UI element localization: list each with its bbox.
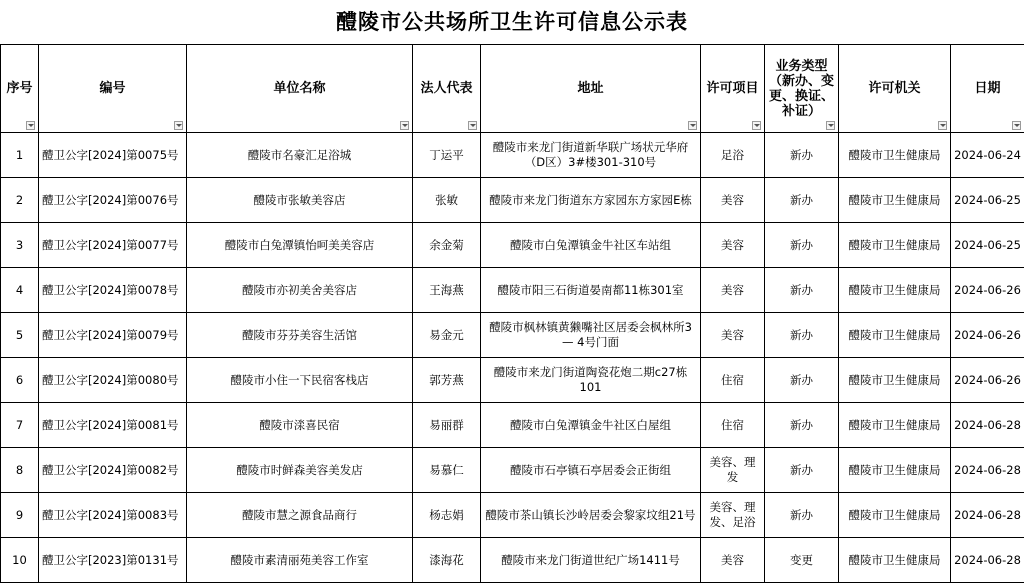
cell-date[interactable]: 2024-06-24 [951,133,1024,178]
cell-seq[interactable]: 2 [1,178,39,223]
cell-org[interactable]: 醴陵市卫生健康局 [839,223,951,268]
header-org [839,45,951,133]
table-row [1,313,1024,358]
cell-item[interactable]: 美容 [701,178,765,223]
cell-type[interactable]: 新办 [765,493,839,538]
cell-name[interactable]: 醴陵市渁喜民宿 [187,403,413,448]
cell-rep[interactable]: 漆海花 [413,538,481,583]
cell-seq[interactable]: 3 [1,223,39,268]
header-label: 地址 [577,81,604,96]
cell-seq[interactable]: 10 [1,538,39,583]
cell-item[interactable]: 足浴 [701,133,765,178]
cell-name[interactable]: 醴陵市芬芬美容生活馆 [187,313,413,358]
cell-type[interactable]: 变更 [765,538,839,583]
cell-rep[interactable]: 王海燕 [413,268,481,313]
header-name [187,45,413,133]
cell-seq[interactable]: 1 [1,133,39,178]
filter-dropdown-icon[interactable] [468,121,477,130]
cell-code[interactable]: 醴卫公字[2024]第0080号 [39,358,187,403]
cell-item[interactable]: 美容 [701,268,765,313]
cell-org[interactable]: 醴陵市卫生健康局 [839,268,951,313]
cell-date[interactable]: 2024-06-28 [951,403,1024,448]
header-item [701,45,765,133]
table-row [1,403,1024,448]
cell-name[interactable]: 醴陵市慧之源食品商行 [187,493,413,538]
table-body [1,133,1024,583]
cell-name[interactable]: 醴陵市名豪汇足浴城 [187,133,413,178]
header-code [39,45,187,133]
cell-item[interactable]: 美容 [701,538,765,583]
cell-type[interactable]: 新办 [765,268,839,313]
cell-rep[interactable]: 郭芳燕 [413,358,481,403]
cell-item[interactable]: 美容 [701,313,765,358]
cell-type[interactable]: 新办 [765,313,839,358]
cell-rep[interactable]: 易丽群 [413,403,481,448]
cell-rep[interactable]: 易慕仁 [413,448,481,493]
cell-date[interactable]: 2024-06-28 [951,538,1024,583]
cell-type[interactable]: 新办 [765,178,839,223]
cell-name[interactable]: 醴陵市张敏美容店 [187,178,413,223]
header-label: 许可机关 [868,81,921,96]
filter-dropdown-icon[interactable] [1012,121,1021,130]
cell-org[interactable]: 醴陵市卫生健康局 [839,448,951,493]
cell-seq[interactable]: 6 [1,358,39,403]
cell-org[interactable]: 醴陵市卫生健康局 [839,358,951,403]
cell-name[interactable]: 醴陵市时鲜森美容美发店 [187,448,413,493]
cell-type[interactable]: 新办 [765,358,839,403]
cell-code[interactable]: 醴卫公字[2024]第0083号 [39,493,187,538]
header-label: 单位名称 [273,81,326,96]
cell-date[interactable]: 2024-06-25 [951,178,1024,223]
cell-code[interactable]: 醴卫公字[2024]第0077号 [39,223,187,268]
filter-dropdown-icon[interactable] [26,121,35,130]
table-row [1,268,1024,313]
cell-code[interactable]: 醴卫公字[2024]第0075号 [39,133,187,178]
table-row [1,493,1024,538]
cell-date[interactable]: 2024-06-26 [951,358,1024,403]
cell-rep[interactable]: 张敏 [413,178,481,223]
cell-date[interactable]: 2024-06-28 [951,493,1024,538]
table-row [1,538,1024,583]
cell-date[interactable]: 2024-06-25 [951,223,1024,268]
cell-code[interactable]: 醴卫公字[2024]第0079号 [39,313,187,358]
filter-dropdown-icon[interactable] [938,121,947,130]
cell-type[interactable]: 新办 [765,448,839,493]
cell-rep[interactable]: 余金菊 [413,223,481,268]
cell-org[interactable]: 醴陵市卫生健康局 [839,133,951,178]
filter-dropdown-icon[interactable] [400,121,409,130]
cell-org[interactable]: 醴陵市卫生健康局 [839,313,951,358]
cell-date[interactable]: 2024-06-28 [951,448,1024,493]
cell-org[interactable]: 醴陵市卫生健康局 [839,493,951,538]
table-row [1,358,1024,403]
cell-org[interactable]: 醴陵市卫生健康局 [839,403,951,448]
cell-type[interactable]: 新办 [765,133,839,178]
cell-item[interactable]: 美容 [701,223,765,268]
cell-rep[interactable]: 丁运平 [413,133,481,178]
cell-org[interactable]: 醴陵市卫生健康局 [839,538,951,583]
cell-code[interactable]: 醴卫公字[2024]第0082号 [39,448,187,493]
cell-type[interactable]: 新办 [765,223,839,268]
header-label: 编号 [99,81,126,96]
cell-code[interactable]: 醴卫公字[2024]第0076号 [39,178,187,223]
cell-date[interactable]: 2024-06-26 [951,313,1024,358]
cell-addr[interactable]: 醴陵市枫林镇黄獭嘴社区居委会枫林所3 — 4号门面 [481,313,701,358]
header-label: 业务类型（新办、变更、换证、补证） [768,58,834,119]
header-label: 日期 [974,81,1001,96]
table-row [1,223,1024,268]
cell-seq[interactable]: 5 [1,313,39,358]
cell-addr[interactable]: 醴陵市茶山镇长沙岭居委会黎家坟组21号 [481,493,701,538]
cell-type[interactable]: 新办 [765,403,839,448]
cell-code[interactable]: 醴卫公字[2024]第0078号 [39,268,187,313]
header-row [1,45,1024,133]
header-rep [413,45,481,133]
cell-rep[interactable]: 杨志娟 [413,493,481,538]
cell-item[interactable]: 住宿 [701,358,765,403]
cell-seq[interactable]: 7 [1,403,39,448]
header-label: 序号 [6,81,33,96]
cell-seq[interactable]: 9 [1,493,39,538]
cell-addr[interactable]: 醴陵市白兔潭镇金牛社区车站组 [481,223,701,268]
header-type [765,45,839,133]
cell-rep[interactable]: 易金元 [413,313,481,358]
cell-name[interactable]: 醴陵市素清丽苑美容工作室 [187,538,413,583]
filter-dropdown-icon[interactable] [688,121,697,130]
cell-name[interactable]: 醴陵市小住一下民宿客栈店 [187,358,413,403]
cell-name[interactable]: 醴陵市白兔潭镇怡呵美美容店 [187,223,413,268]
header-addr [481,45,701,133]
cell-org[interactable]: 醴陵市卫生健康局 [839,178,951,223]
cell-addr[interactable]: 醴陵市来龙门街道新华联广场状元华府（D区）3#楼301-310号 [481,133,701,178]
cell-addr[interactable]: 醴陵市来龙门街道世纪广场1411号 [481,538,701,583]
cell-addr[interactable]: 醴陵市阳三石街道晏南都11栋301室 [481,268,701,313]
table-row [1,133,1024,178]
table-row [1,178,1024,223]
cell-name[interactable]: 醴陵市亦初美舍美容店 [187,268,413,313]
cell-date[interactable]: 2024-06-26 [951,268,1024,313]
filter-dropdown-icon[interactable] [174,121,183,130]
page-title: 醴陵市公共场所卫生许可信息公示表 [336,9,688,34]
header-seq [1,45,39,133]
permit-table [0,44,1024,583]
header-date [951,45,1024,133]
cell-code[interactable]: 醴卫公字[2023]第0131号 [39,538,187,583]
cell-seq[interactable]: 4 [1,268,39,313]
table-row [1,448,1024,493]
cell-addr[interactable]: 醴陵市来龙门街道陶瓷花炮二期c27栋101 [481,358,701,403]
filter-dropdown-icon[interactable] [752,121,761,130]
cell-addr[interactable]: 醴陵市来龙门街道东方家园东方家园E栋 [481,178,701,223]
cell-item[interactable]: 住宿 [701,403,765,448]
cell-item[interactable]: 美容、理发 [701,448,765,493]
cell-seq[interactable]: 8 [1,448,39,493]
cell-item[interactable]: 美容、理发、足浴 [701,493,765,538]
header-label: 法人代表 [420,81,473,96]
cell-addr[interactable]: 醴陵市石亭镇石亭居委会正街组 [481,448,701,493]
cell-addr[interactable]: 醴陵市白兔潭镇金牛社区白屋组 [481,403,701,448]
filter-dropdown-icon[interactable] [826,121,835,130]
cell-code[interactable]: 醴卫公字[2024]第0081号 [39,403,187,448]
header-label: 许可项目 [706,81,759,96]
